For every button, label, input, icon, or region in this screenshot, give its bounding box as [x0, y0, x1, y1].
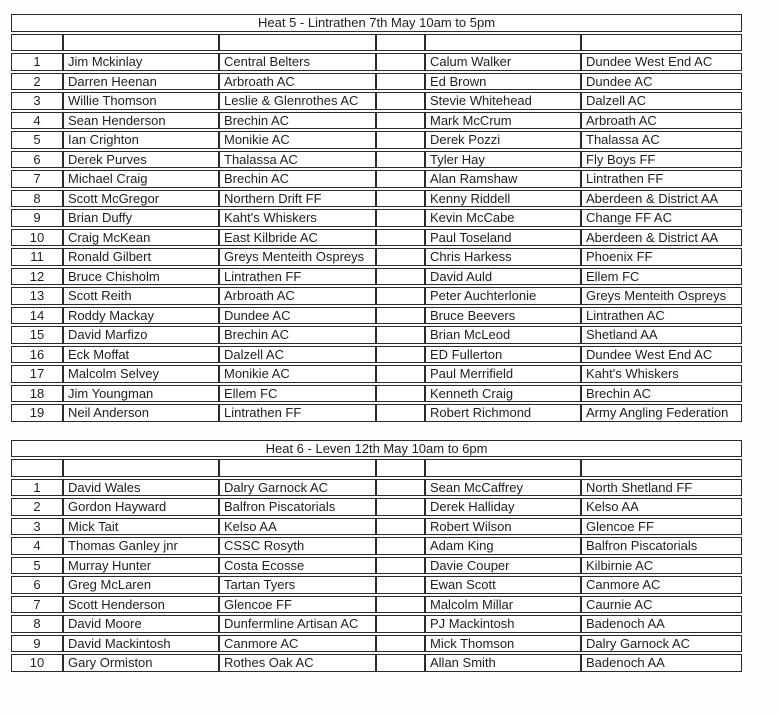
club-name: Leslie & Glenrothes AC: [219, 92, 376, 110]
table-row: [11, 287, 742, 305]
spacer-cell: [376, 248, 425, 266]
entry-number: 1: [11, 53, 63, 71]
entry-number: 7: [11, 596, 63, 614]
heat-5-title: Heat 5 - Lintrathen 7th May 10am to 5pm: [11, 14, 742, 32]
angler-name: Kenneth Craig: [425, 385, 581, 403]
entry-number: 14: [11, 307, 63, 325]
club-name: Shetland AA: [581, 326, 742, 344]
angler-name: Neil Anderson: [63, 404, 219, 422]
club-name: East Kilbride AC: [219, 229, 376, 247]
spacer-cell: [376, 112, 425, 130]
angler-name: Derek Pozzi: [425, 131, 581, 149]
spacer-cell: [376, 229, 425, 247]
angler-name: Brian Duffy: [63, 209, 219, 227]
angler-name: David Auld: [425, 268, 581, 286]
entry-number: 19: [11, 404, 63, 422]
heat-5-body: [11, 53, 742, 422]
angler-name: David Marfizo: [63, 326, 219, 344]
spacer-cell: [376, 92, 425, 110]
club-name: Kaht's Whiskers: [581, 365, 742, 383]
spacer-cell: [376, 190, 425, 208]
spacer-cell: [376, 365, 425, 383]
club-name: Brechin AC: [219, 170, 376, 188]
spacer-cell: [376, 131, 425, 149]
spacer-cell: [376, 307, 425, 325]
club-name: North Shetland FF: [581, 479, 742, 497]
angler-name: Gordon Hayward: [63, 498, 219, 516]
club-name: Brechin AC: [581, 385, 742, 403]
club-name: Army Angling Federation: [581, 404, 742, 422]
empty-header-cell: [376, 34, 425, 52]
club-name: Dalry Garnock AC: [219, 479, 376, 497]
angler-name: Sean McCaffrey: [425, 479, 581, 497]
club-name: Badenoch AA: [581, 654, 742, 672]
club-name: CSSC Rosyth: [219, 537, 376, 555]
club-name: Balfron Piscatorials: [219, 498, 376, 516]
club-name: Arbroath AC: [219, 287, 376, 305]
angler-name: Brian McLeod: [425, 326, 581, 344]
angler-name: Jim Youngman: [63, 385, 219, 403]
spacer-cell: [376, 557, 425, 575]
club-name: Northern Drift FF: [219, 190, 376, 208]
spacer-cell: [376, 268, 425, 286]
angler-name: Alan Ramshaw: [425, 170, 581, 188]
angler-name: David Wales: [63, 479, 219, 497]
club-name: Dundee West End AC: [581, 346, 742, 364]
club-name: Kilbirnie AC: [581, 557, 742, 575]
angler-name: Stevie Whitehead: [425, 92, 581, 110]
entry-number: 1: [11, 479, 63, 497]
spacer-cell: [376, 209, 425, 227]
club-name: Aberdeen & District AA: [581, 229, 742, 247]
angler-name: Mick Tait: [63, 518, 219, 536]
table-row: [11, 365, 742, 383]
club-name: Glencoe FF: [219, 596, 376, 614]
club-name: Thalassa AC: [581, 131, 742, 149]
angler-name: Scott Henderson: [63, 596, 219, 614]
empty-header-cell: [581, 459, 742, 477]
club-name: Dundee AC: [219, 307, 376, 325]
entry-number: 18: [11, 385, 63, 403]
club-name: Dunfermline Artisan AC: [219, 615, 376, 633]
heat-6-body: [11, 479, 742, 672]
entry-number: 2: [11, 498, 63, 516]
club-name: Costa Ecosse: [219, 557, 376, 575]
table-row: [11, 326, 742, 344]
angler-name: Sean Henderson: [63, 112, 219, 130]
table-row: [11, 190, 742, 208]
spacer-cell: [376, 596, 425, 614]
table-row: [11, 307, 742, 325]
entry-number: 7: [11, 170, 63, 188]
club-name: Rothes Oak AC: [219, 654, 376, 672]
table-row: [11, 248, 742, 266]
club-name: Monikie AC: [219, 131, 376, 149]
table-row: [11, 151, 742, 169]
empty-header-cell: [581, 34, 742, 52]
empty-header-cell: [425, 459, 581, 477]
club-name: Badenoch AA: [581, 615, 742, 633]
table-row: [11, 92, 742, 110]
club-name: Central Belters: [219, 53, 376, 71]
entry-number: 13: [11, 287, 63, 305]
angler-name: Scott McGregor: [63, 190, 219, 208]
table-row: [11, 615, 742, 633]
heat-6-title-row: [11, 440, 742, 458]
club-name: Thalassa AC: [219, 151, 376, 169]
table-row: [11, 576, 742, 594]
entry-number: 8: [11, 190, 63, 208]
club-name: Lintrathen AC: [581, 307, 742, 325]
angler-name: Gary Ormiston: [63, 654, 219, 672]
club-name: Canmore AC: [581, 576, 742, 594]
empty-header-cell: [11, 459, 63, 477]
club-name: Brechin AC: [219, 326, 376, 344]
entry-number: 6: [11, 151, 63, 169]
entry-number: 11: [11, 248, 63, 266]
entry-number: 3: [11, 518, 63, 536]
angler-name: Allan Smith: [425, 654, 581, 672]
angler-name: Paul Merrifield: [425, 365, 581, 383]
spacer-cell: [376, 498, 425, 516]
spacer-cell: [376, 576, 425, 594]
entry-number: 16: [11, 346, 63, 364]
empty-header-cell: [219, 34, 376, 52]
table-row: [11, 404, 742, 422]
entry-number: 2: [11, 73, 63, 91]
empty-header-cell: [219, 459, 376, 477]
entry-number: 15: [11, 326, 63, 344]
spacer-cell: [376, 654, 425, 672]
heat-5-table: [11, 12, 742, 424]
club-name: Canmore AC: [219, 635, 376, 653]
club-name: Arbroath AC: [219, 73, 376, 91]
angler-name: Calum Walker: [425, 53, 581, 71]
spacer-cell: [376, 170, 425, 188]
angler-name: Robert Wilson: [425, 518, 581, 536]
entry-number: 3: [11, 92, 63, 110]
entry-number: 4: [11, 112, 63, 130]
table-row: [11, 635, 742, 653]
angler-name: Eck Moffat: [63, 346, 219, 364]
angler-name: Ian Crighton: [63, 131, 219, 149]
angler-name: Murray Hunter: [63, 557, 219, 575]
club-name: Glencoe FF: [581, 518, 742, 536]
angler-name: Willie Thomson: [63, 92, 219, 110]
angler-name: Robert Richmond: [425, 404, 581, 422]
table-row: [11, 229, 742, 247]
club-name: Dalzell AC: [581, 92, 742, 110]
angler-name: Mick Thomson: [425, 635, 581, 653]
table-row: [11, 346, 742, 364]
table-row: [11, 596, 742, 614]
heat-6-table: [11, 438, 742, 674]
angler-name: PJ Mackintosh: [425, 615, 581, 633]
spacer-cell: [376, 537, 425, 555]
angler-name: Bruce Beevers: [425, 307, 581, 325]
entry-number: 4: [11, 537, 63, 555]
club-name: Brechin AC: [219, 112, 376, 130]
entry-number: 10: [11, 229, 63, 247]
angler-name: Thomas Ganley jnr: [63, 537, 219, 555]
club-name: Dundee West End AC: [581, 53, 742, 71]
club-name: Kelso AA: [581, 498, 742, 516]
entry-number: 12: [11, 268, 63, 286]
table-row: [11, 209, 742, 227]
club-name: Dalry Garnock AC: [581, 635, 742, 653]
angler-name: David Moore: [63, 615, 219, 633]
heat-5-header-row: [11, 34, 742, 52]
entry-number: 9: [11, 635, 63, 653]
table-row: [11, 498, 742, 516]
entry-number: 6: [11, 576, 63, 594]
club-name: Ellem FC: [219, 385, 376, 403]
empty-header-cell: [376, 459, 425, 477]
angler-name: Craig McKean: [63, 229, 219, 247]
club-name: Greys Menteith Ospreys: [219, 248, 376, 266]
club-name: Kaht's Whiskers: [219, 209, 376, 227]
angler-name: Derek Purves: [63, 151, 219, 169]
heat-6-title: Heat 6 - Leven 12th May 10am to 6pm: [11, 440, 742, 458]
spacer-cell: [376, 53, 425, 71]
table-row: [11, 557, 742, 575]
angler-name: Roddy Mackay: [63, 307, 219, 325]
spacer-cell: [376, 287, 425, 305]
angler-name: Ewan Scott: [425, 576, 581, 594]
club-name: Arbroath AC: [581, 112, 742, 130]
empty-header-cell: [63, 34, 219, 52]
angler-name: Mark McCrum: [425, 112, 581, 130]
angler-name: Kenny Riddell: [425, 190, 581, 208]
club-name: Change FF AC: [581, 209, 742, 227]
angler-name: Scott Reith: [63, 287, 219, 305]
empty-header-cell: [11, 34, 63, 52]
table-row: [11, 73, 742, 91]
club-name: Kelso AA: [219, 518, 376, 536]
entry-number: 10: [11, 654, 63, 672]
angler-name: Tyler Hay: [425, 151, 581, 169]
angler-name: Ed Brown: [425, 73, 581, 91]
table-row: [11, 53, 742, 71]
heat-5-title-row: [11, 14, 742, 32]
angler-name: David Mackintosh: [63, 635, 219, 653]
table-row: [11, 518, 742, 536]
spacer-cell: [376, 615, 425, 633]
heat-6-header-row: [11, 459, 742, 477]
spacer-cell: [376, 385, 425, 403]
empty-header-cell: [63, 459, 219, 477]
entry-number: 9: [11, 209, 63, 227]
angler-name: Kevin McCabe: [425, 209, 581, 227]
angler-name: Paul Toseland: [425, 229, 581, 247]
club-name: Ellem FC: [581, 268, 742, 286]
angler-name: Ronald Gilbert: [63, 248, 219, 266]
angler-name: Michael Craig: [63, 170, 219, 188]
club-name: Aberdeen & District AA: [581, 190, 742, 208]
table-row: [11, 268, 742, 286]
table-row: [11, 112, 742, 130]
empty-header-cell: [425, 34, 581, 52]
spacer-cell: [376, 151, 425, 169]
spacer-cell: [376, 635, 425, 653]
club-name: Tartan Tyers: [219, 576, 376, 594]
angler-name: Derek Halliday: [425, 498, 581, 516]
angler-name: Greg McLaren: [63, 576, 219, 594]
club-name: Phoenix FF: [581, 248, 742, 266]
table-row: [11, 479, 742, 497]
angler-name: Jim Mckinlay: [63, 53, 219, 71]
angler-name: Chris Harkess: [425, 248, 581, 266]
entry-number: 5: [11, 557, 63, 575]
table-row: [11, 170, 742, 188]
angler-name: Peter Auchterlonie: [425, 287, 581, 305]
spacer-cell: [376, 73, 425, 91]
angler-name: Darren Heenan: [63, 73, 219, 91]
table-row: [11, 537, 742, 555]
club-name: Fly Boys FF: [581, 151, 742, 169]
club-name: Monikie AC: [219, 365, 376, 383]
angler-name: Malcolm Millar: [425, 596, 581, 614]
entry-number: 8: [11, 615, 63, 633]
entry-number: 5: [11, 131, 63, 149]
club-name: Dalzell AC: [219, 346, 376, 364]
table-row: [11, 131, 742, 149]
angler-name: ED Fullerton: [425, 346, 581, 364]
club-name: Caurnie AC: [581, 596, 742, 614]
entry-number: 17: [11, 365, 63, 383]
spacer-cell: [376, 404, 425, 422]
club-name: Greys Menteith Ospreys: [581, 287, 742, 305]
spacer-cell: [376, 346, 425, 364]
angler-name: Davie Couper: [425, 557, 581, 575]
club-name: Lintrathen FF: [581, 170, 742, 188]
club-name: Balfron Piscatorials: [581, 537, 742, 555]
angler-name: Malcolm Selvey: [63, 365, 219, 383]
club-name: Lintrathen FF: [219, 268, 376, 286]
spacer-cell: [376, 518, 425, 536]
spacer-cell: [376, 479, 425, 497]
club-name: Dundee AC: [581, 73, 742, 91]
table-row: [11, 385, 742, 403]
angler-name: Adam King: [425, 537, 581, 555]
club-name: Lintrathen FF: [219, 404, 376, 422]
angler-name: Bruce Chisholm: [63, 268, 219, 286]
spacer-cell: [376, 326, 425, 344]
table-row: [11, 654, 742, 672]
